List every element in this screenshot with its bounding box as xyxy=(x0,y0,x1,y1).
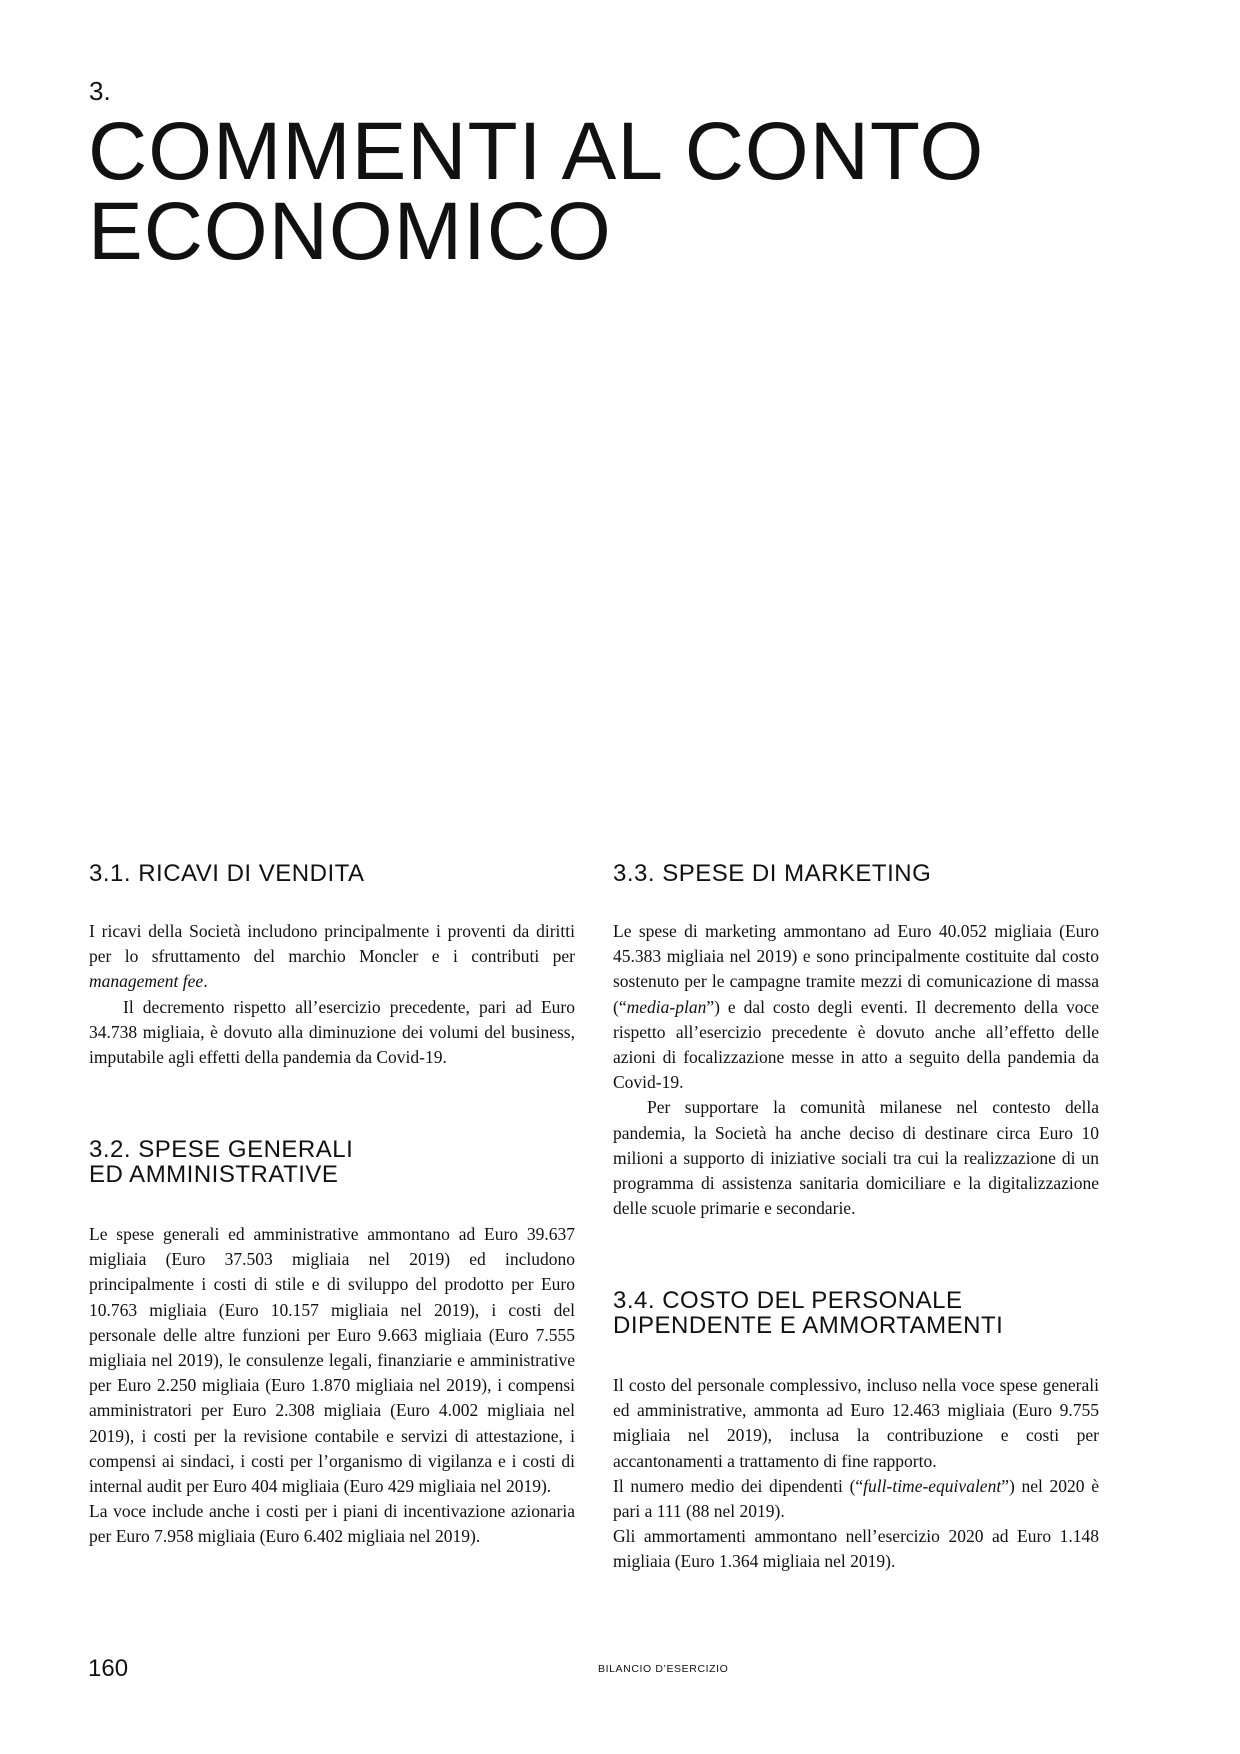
section-3-1-paragraph-1 xyxy=(89,919,575,995)
section-3-4-paragraph-2 xyxy=(613,1474,1099,1524)
footer-document-title: BILANCIO D’ESERCIZIO xyxy=(598,1663,729,1675)
text-run: ”) e dal costo degli eventi. Il decremento della voce rispetto all’esercizio precedente è dovuto anche all’effetto delle azioni di focalizzazione messe in atto a seguito della pandemia da Covid-19. xyxy=(613,996,1099,1093)
chapter-title xyxy=(88,106,985,277)
section-marketing xyxy=(613,861,1099,1221)
section-heading-3-4 xyxy=(613,1288,1099,1338)
section-spese-generali xyxy=(89,1137,575,1550)
section-heading-3-4-line-1: 3.4. COSTO DEL PERSONALE xyxy=(613,1287,963,1314)
section-heading-3-4-line-2: DIPENDENTE E AMMORTAMENTI xyxy=(613,1312,1004,1339)
chapter-title-line-1: COMMENTI AL CONTO xyxy=(88,106,985,197)
section-3-2-paragraph-1: Le spese generali ed amministrative ammontano ad Euro 39.637 migliaia (Euro 37.503 migliaia nel 2019) ed includono principalmente i costi di stile e di sviluppo del prodotto per Euro 10.763 migliaia (Euro 10.157 migliaia nel 2019), i costi del personale delle altre funzioni per Euro 9.663 migliaia (Euro 7.555 migliaia nel 2019), le consulenze legali, finanziarie e amministrative per Euro 2.250 migliaia (Euro 1.870 migliaia nel 2019), i compensi amministratori per Euro 2.308 migliaia (Euro 4.002 migliaia nel 2019), i costi per la revisione contabile e servizi di attestazione, i compensi ai sindaci, i costi per l’organismo di vigilanza e i costi di internal audit per Euro 404 migliaia (Euro 429 migliaia nel 2019). xyxy=(89,1224,575,1497)
text-run: I ricavi della Società includono principalmente i proventi da diritti per lo sfruttamento del marchio Moncler e i contributi per xyxy=(89,921,575,967)
section-personale xyxy=(613,1288,1099,1575)
text-run: ”) nel 2020 è pari a 111 (88 nel 2019). xyxy=(613,1475,1099,1522)
section-3-1-paragraph-2: Il decremento rispetto all’esercizio precedente, pari ad Euro 34.738 migliaia, è dovuto alla diminuzione dei volumi del business, imputabile agli effetti della pandemia da Covid-19. xyxy=(89,996,575,1068)
section-heading-3-2-line-1: 3.2. SPESE GENERALI xyxy=(89,1136,354,1163)
section-heading-3-2-line-2: ED AMMINISTRATIVE xyxy=(89,1161,339,1188)
text-run: Le spese di marketing ammontano ad Euro 40.052 migliaia (Euro 45.383 migliaia nel 2019) e sono principalmente costituite dal costo sostenuto per le campagne tramite mezzi di comunicazione di massa (“ xyxy=(613,921,1099,1017)
section-3-3-paragraph-1 xyxy=(613,919,1099,1095)
section-heading-3-2 xyxy=(89,1137,575,1187)
chapter-title-line-2: ECONOMICO xyxy=(88,186,612,277)
section-ricavi xyxy=(89,861,575,1070)
text-run: . xyxy=(203,971,208,992)
chapter-number: 3. xyxy=(89,76,111,106)
italic-term: management fee xyxy=(89,971,204,992)
section-heading-3-1: 3.1. RICAVI DI VENDITA xyxy=(89,860,365,887)
section-3-2-paragraph-2: La voce include anche i costi per i piani di incentivazione azionaria per Euro 7.958 migliaia (Euro 6.402 migliaia nel 2019). xyxy=(89,1501,575,1547)
italic-term: full-time-equivalent xyxy=(863,1475,1002,1496)
section-heading-3-3: 3.3. SPESE DI MARKETING xyxy=(613,860,932,887)
section-3-4-paragraph-1: Il costo del personale complessivo, incluso nella voce spese generali ed amministrative, ammonta ad Euro 12.463 migliaia (Euro 9.755 migliaia nel 2019), inclusa la contribuzione e costi per accantonamenti a trattamento di fine rapporto. xyxy=(613,1375,1099,1471)
page-number: 160 xyxy=(88,1655,129,1682)
text-run: Il numero medio dei dipendenti (“ xyxy=(613,1475,864,1496)
italic-term: media-plan xyxy=(626,996,707,1017)
section-3-3-paragraph-2: Per supportare la comunità milanese nel contesto della pandemia, la Società ha anche deciso di destinare circa Euro 10 milioni a supporto di iniziative sociali tra cui la realizzazione di un programma di assistenza sanitaria domiciliare e la digitalizzazione delle scuole primarie e secondarie. xyxy=(613,1097,1099,1219)
section-3-4-paragraph-3: Gli ammortamenti ammontano nell’esercizio 2020 ad Euro 1.148 migliaia (Euro 1.364 migliaia nel 2019). xyxy=(613,1526,1099,1572)
